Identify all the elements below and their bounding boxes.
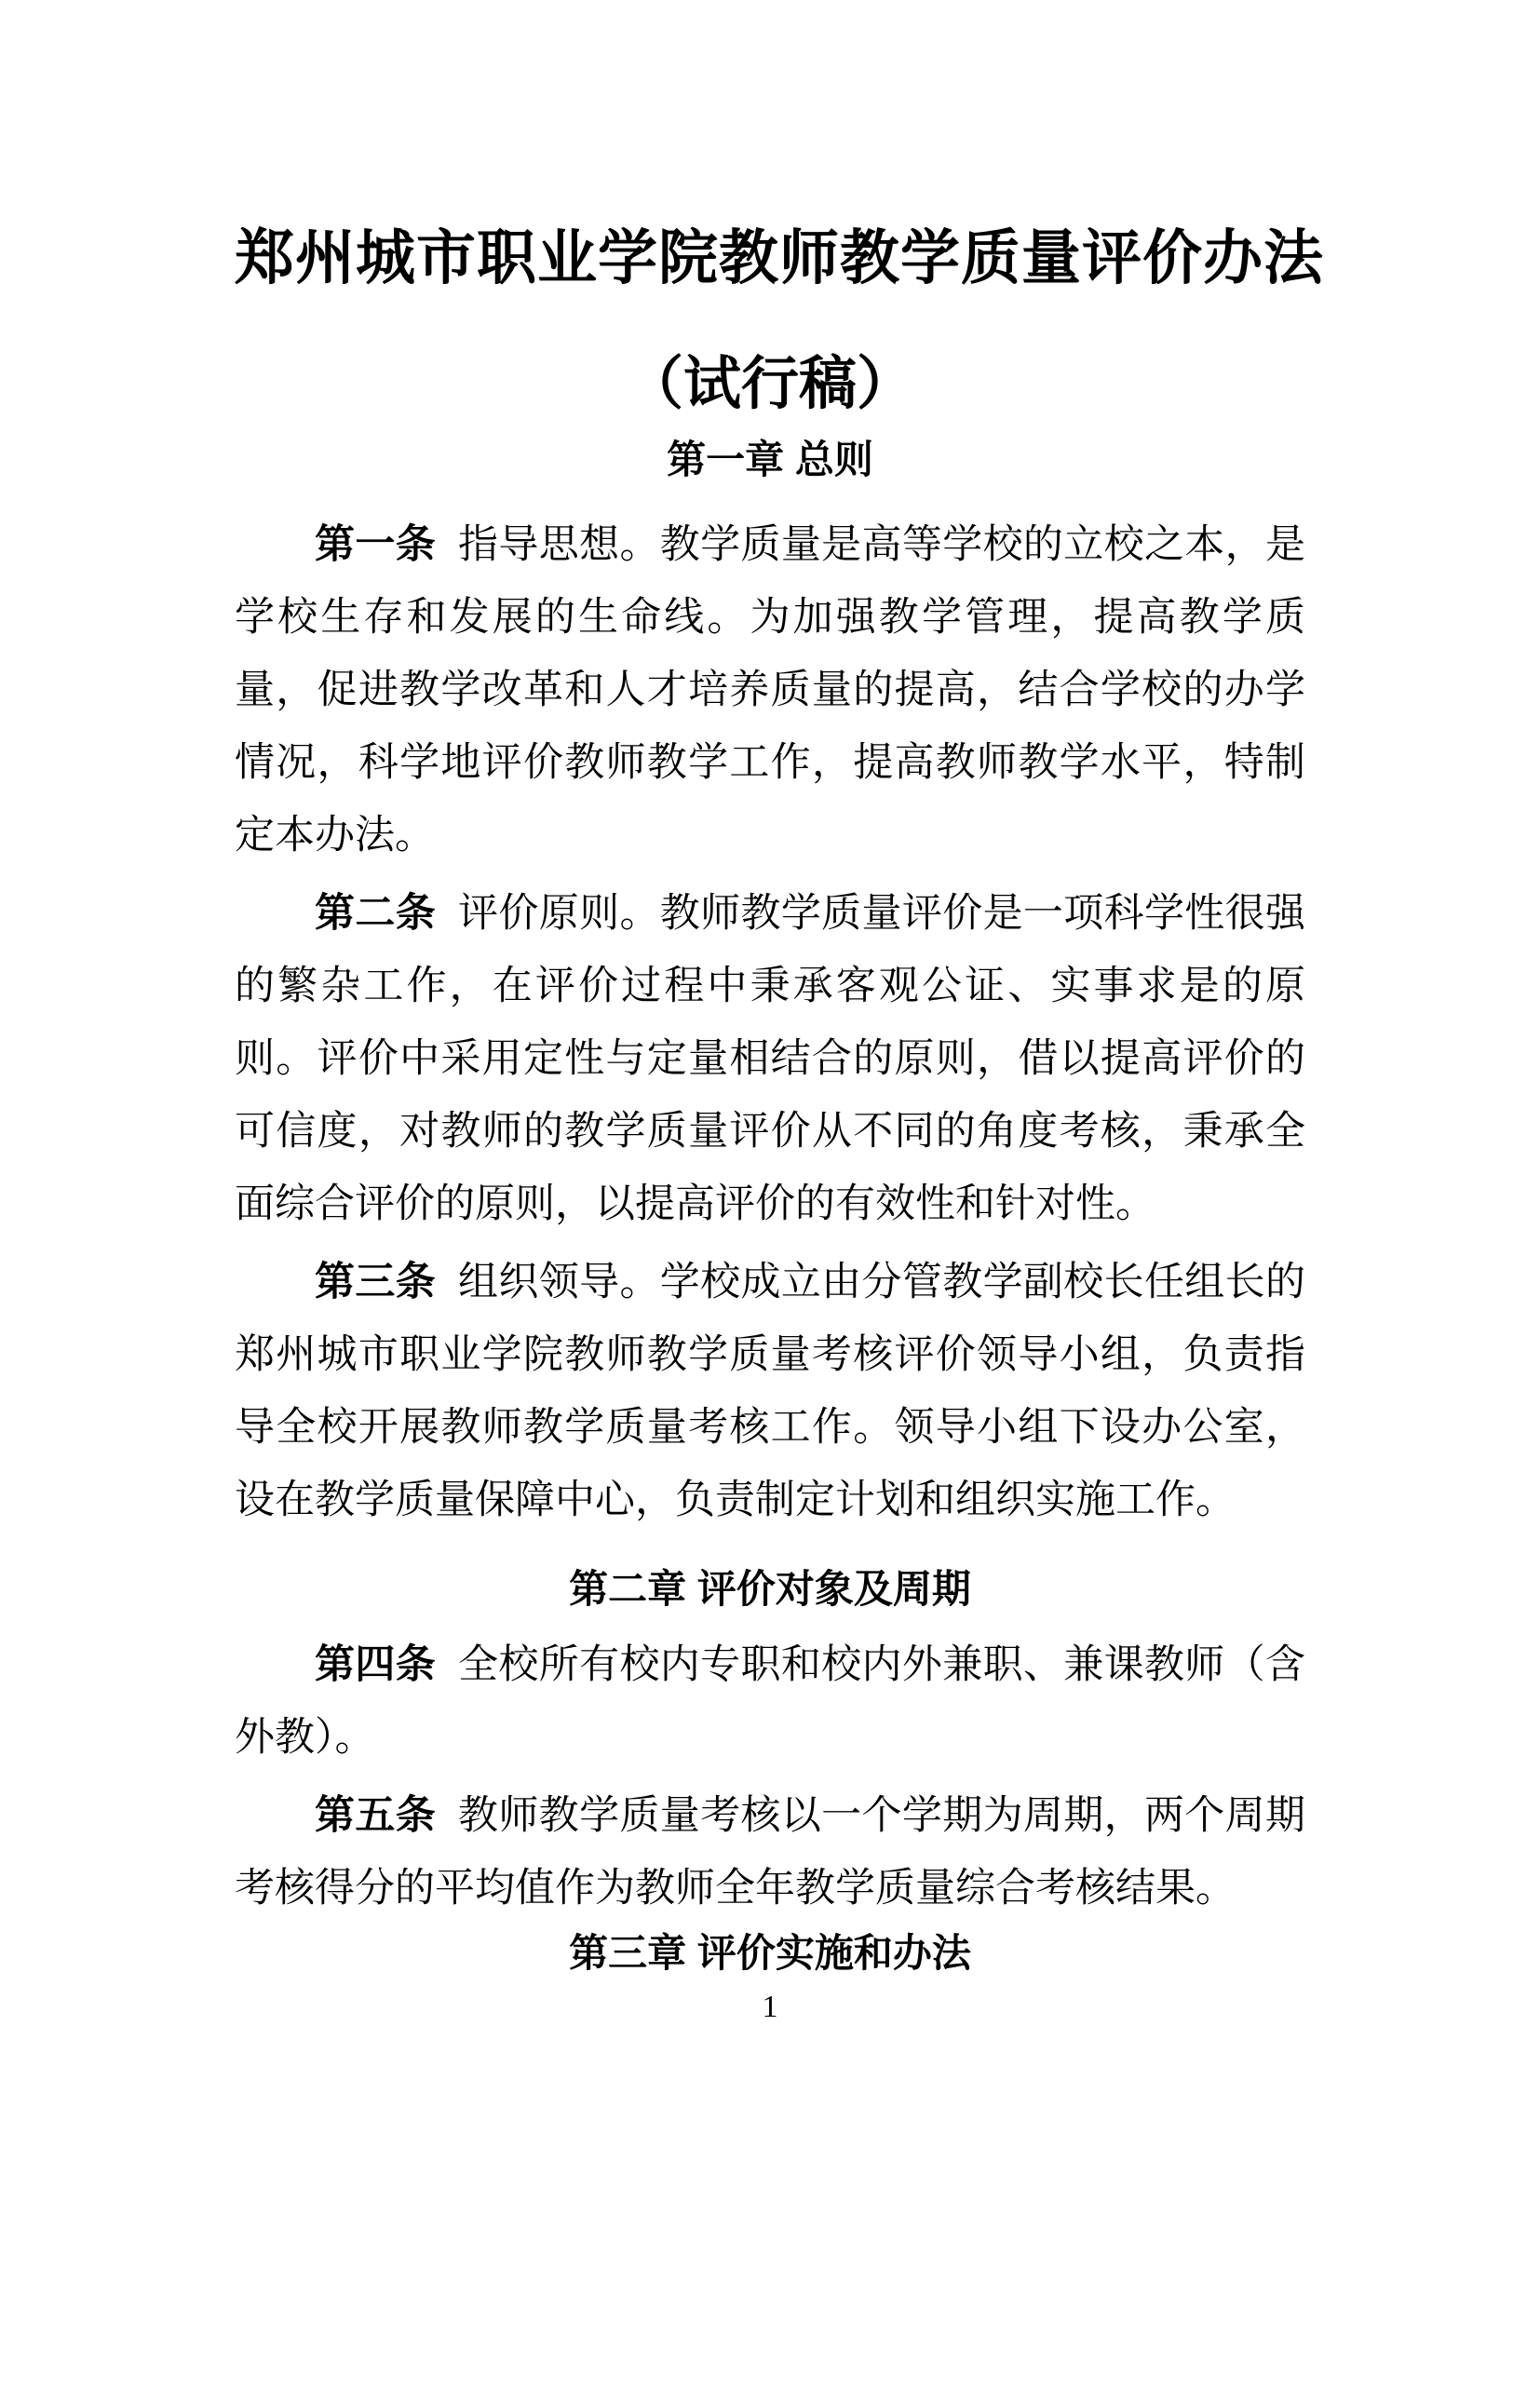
article-5-text: 教师教学质量考核以一个学期为周期，两个周期考核得分的平均值作为教师全年教学质量综合考核结果。 [235,1794,1306,1911]
article-1-label: 第一条 [315,522,437,567]
article-5-label: 第五条 [315,1793,437,1838]
page-number: 1 [762,1990,778,2024]
article-3-label: 第三条 [315,1260,437,1304]
article-2 [235,877,1305,1241]
chapter-heading-1: 第一章 总则 [667,438,873,481]
article-4-label: 第四条 [315,1642,437,1687]
article-2-label: 第二条 [315,891,437,936]
document-page [235,225,1324,2026]
article-4-text: 全校所有校内专职和校内外兼职、兼课教师（含外教）。 [235,1643,1306,1760]
article-3 [235,1246,1305,1537]
chapter-2-body [235,1628,1305,1925]
chapter-1-body [235,508,1305,1537]
chapter-heading-3: 第三章 评价实施和办法 [569,1931,971,1975]
article-1-text: 指导思想。教学质量是高等学校的立校之本，是学校生存和发展的生命线。为加强教学管理，提高教学质量，促进教学改革和人才培养质量的提高，结合学校的办学情况，科学地评价教师教学工作，提高教师教学水平，特制定本办法。 [235,523,1306,858]
chapter-heading-2: 第二章 评价对象及周期 [569,1567,971,1611]
article-4 [235,1628,1305,1775]
page-subtitle: （试行稿） [625,353,914,416]
article-2-text: 评价原则。教师教学质量评价是一项科学性很强的繁杂工作，在评价过程中秉承客观公证、实事求是的原则。评价中采用定性与定量相结合的原则，借以提高评价的可信度，对教师的教学质量评价从不同的角度考核，秉承全面综合评价的原则，以提高评价的有效性和针对性。 [235,892,1306,1226]
article-5 [235,1779,1305,1925]
page-title: 郑州城市职业学院教师教学质量评价办法 [235,225,1324,291]
article-1 [235,508,1305,872]
article-3-text: 组织领导。学校成立由分管教学副校长任组长的郑州城市职业学院教师教学质量考核评价领导小组，负责指导全校开展教师教学质量考核工作。领导小组下设办公室，设在教学质量保障中心，负责制定计划和组织实施工作。 [235,1261,1306,1522]
